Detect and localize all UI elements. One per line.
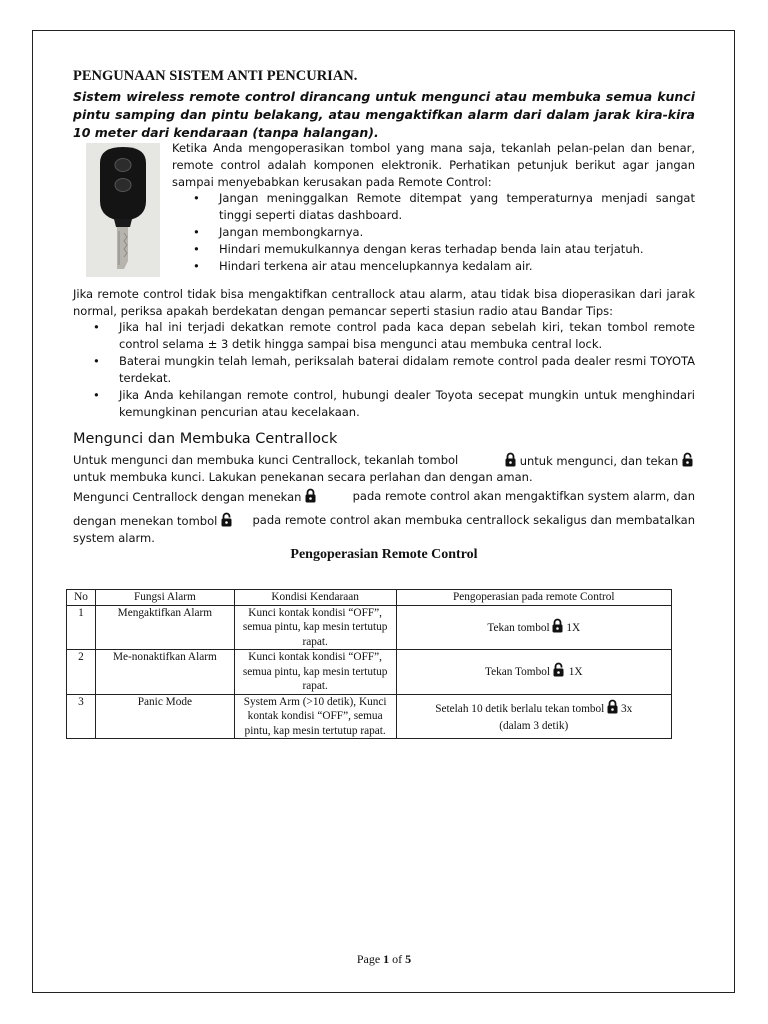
column-header: Kondisi Kendaraan (234, 590, 396, 606)
cell-operation: Tekan tombol 1X (396, 605, 672, 650)
table-header-row (67, 590, 672, 606)
table-title: Pengoperasian Remote Control (290, 547, 478, 562)
page-heading: PENGUNAAN SISTEM ANTI PENCURIAN. (73, 68, 358, 84)
section-heading: Mengunci dan Membuka Centrallock (73, 431, 338, 447)
list-item: • Jika Anda kehilangan remote control, hubungi dealer Toyota secepat mungkin untuk menghindari kemungkinan pencurian atau kecelakaan. (93, 388, 695, 419)
cell-function: Panic Mode (95, 694, 234, 739)
care-list (193, 190, 695, 275)
list-item: • Hindari terkena air atau mencelupkannya kedalam air. (193, 259, 533, 273)
cell-condition: System Arm (>10 detik), Kunci kontak kondisi “OFF”, semua pintu, kap mesin tertutup rapat. (234, 694, 396, 739)
table-row (67, 605, 672, 650)
cell-operation: Tekan Tombol 1X (396, 650, 672, 695)
cell-no: 3 (67, 694, 96, 739)
cell-function: Mengaktifkan Alarm (95, 605, 234, 650)
cell-function: Me-nonaktifkan Alarm (95, 650, 234, 695)
lock-open-icon (682, 452, 695, 472)
lock-closed-icon (607, 699, 618, 719)
column-header: Fungsi Alarm (95, 590, 234, 606)
lock-closed-icon (305, 488, 316, 508)
paragraph-usage: Ketika Anda mengoperasikan tombol yang mana saja, tekanlah pelan-pelan dan benar, remote control adalah komponen elektronik. Perhatikan petunjuk berikut agar jangan sampai menyebabkan kerusakan pada Remote Control: (172, 141, 695, 189)
cell-condition: Kunci kontak kondisi “OFF”, semua pintu, kap mesin tertutup rapat. (234, 605, 396, 650)
page-footer: Page 1 of 5 (356, 952, 412, 966)
paragraph-troubleshoot: Jika remote control tidak bisa mengaktifkan centrallock atau alarm, atau tidak bisa dioperasikan dari jarak normal, periksa apakah berdekatan dengan pemancar seperti stasiun radio atau Bandar Tips: (73, 287, 695, 318)
cell-no: 1 (67, 605, 96, 650)
table-row (67, 694, 672, 739)
list-item: • Jika hal ini terjadi dekatkan remote control pada kaca depan sebelah kiri, tekan tombol remote control selama ± 3 detik hingga sampai bisa mengunci atau membuka central lock. (93, 320, 695, 351)
list-item: • Jangan membongkarnya. (193, 225, 364, 239)
car-key-remote-image (86, 143, 160, 277)
cell-operation: Setelah 10 detik berlalu tekan tombol 3x (dalam 3 detik) (396, 694, 672, 739)
lock-open-icon (553, 662, 566, 682)
list-item: • Baterai mungkin telah lemah, periksalah baterai didalam remote control pada dealer resmi TOYOTA terdekat. (93, 354, 695, 385)
list-item: • Jangan meninggalkan Remote ditempat yang temperaturnya menjadi sangat tinggi seperti diatas dashboard. (193, 191, 695, 222)
lock-open-icon (221, 512, 234, 532)
cell-condition: Kunci kontak kondisi “OFF”, semua pintu, kap mesin tertutup rapat. (234, 650, 396, 695)
lock-closed-icon (552, 618, 563, 638)
list-item: • Hindari memukulkannya dengan keras terhadap benda lain atau terjatuh. (193, 242, 644, 256)
troubleshoot-list (93, 319, 695, 421)
cell-no: 2 (67, 650, 96, 695)
column-header: Pengoperasian pada remote Control (396, 590, 672, 606)
intro-paragraph: Sistem wireless remote control dirancang untuk mengunci atau membuka semua kunci pintu samping dan pintu belakang, atau mengaktifkan alarm dari dalam jarak kira-kira 10 meter dari kendaraan (tanpa halangan). (73, 89, 695, 140)
column-header: No (67, 590, 96, 606)
table-row (67, 650, 672, 695)
remote-operation-table (66, 589, 672, 739)
